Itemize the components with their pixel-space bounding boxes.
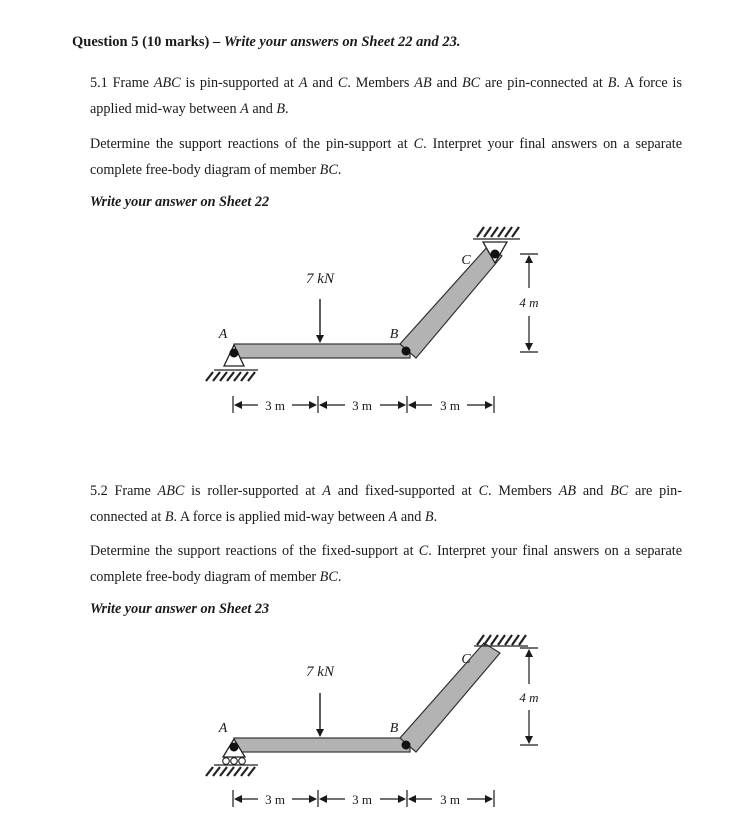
- span-label-2: 3 m: [352, 792, 372, 807]
- part2-write-note: Write your answer on Sheet 23: [90, 601, 270, 617]
- label-a: A: [218, 327, 228, 342]
- question-instruction: Write your answers on Sheet 22 and 23.: [223, 34, 461, 50]
- span-label-1: 3 m: [265, 398, 285, 413]
- joint-b-pin: [402, 741, 411, 750]
- height-label: 4 m: [519, 690, 539, 705]
- height-label: 4 m: [519, 295, 539, 310]
- figure-5-1: [0, 210, 750, 430]
- span-label-2: 3 m: [352, 398, 372, 413]
- member-ab: [234, 344, 410, 358]
- member-ab: [234, 738, 410, 752]
- part1-write-note: Write your answer on Sheet 22: [90, 194, 270, 210]
- span-label-3: 3 m: [440, 398, 460, 413]
- title-dash: –: [209, 34, 224, 50]
- force-label: 7 kN: [306, 664, 334, 680]
- part1-task: Determine the support reactions of the pin-support at C. Interpret your final answers on a separate complete free-body diagram of member BC.: [90, 136, 682, 178]
- label-b: B: [389, 721, 399, 736]
- question-title: [72, 34, 460, 51]
- question-number: Question 5 (10 marks): [72, 34, 210, 50]
- span-label-3: 3 m: [440, 792, 460, 807]
- part2-task: Determine the support reactions of the fixed-support at C. Interpret your final answers on a separate complete free-body diagram of member BC.: [90, 543, 682, 585]
- part2-statement: 5.2 Frame ABC is roller-supported at A and fixed-supported at C. Members AB and BC are pin-connected at B. A force is applied mid-way between A and B.: [90, 483, 682, 525]
- label-a: A: [218, 721, 228, 736]
- label-c: C: [461, 253, 471, 268]
- span-label-1: 3 m: [265, 792, 285, 807]
- label-b: B: [389, 327, 399, 342]
- joint-b-pin: [402, 347, 411, 356]
- figure-5-2: [0, 624, 750, 814]
- label-c: C: [461, 652, 471, 667]
- force-label: 7 kN: [306, 271, 334, 287]
- member-bc: [400, 245, 502, 358]
- member-bc: [400, 643, 500, 752]
- part1-statement: 5.1 Frame ABC is pin-supported at A and C. Members AB and BC are pin-connected at B. A force is applied mid-way between A and B.: [90, 75, 682, 117]
